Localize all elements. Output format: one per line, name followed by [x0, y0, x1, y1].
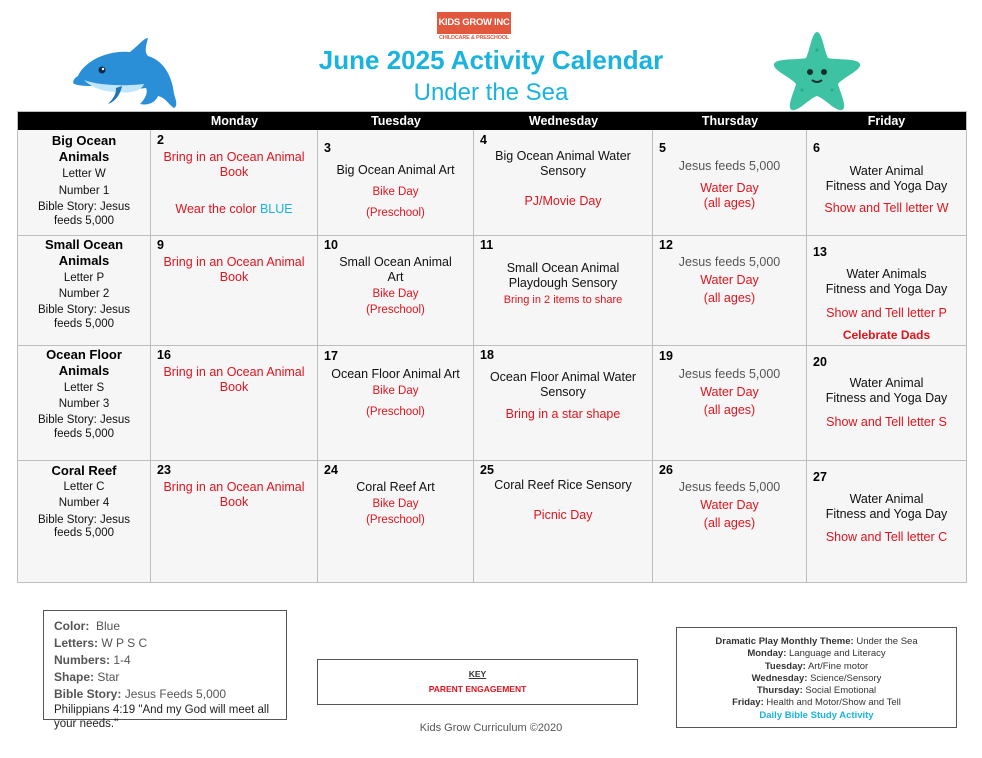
activity-text: Fitness and Yoga Day	[825, 282, 948, 296]
week-number: Number 4	[58, 497, 110, 509]
activity-text: Fitness and Yoga Day	[825, 179, 948, 193]
day-number: 24	[324, 463, 338, 477]
theme-tuesday	[677, 661, 956, 673]
color-blue-text: BLUE	[259, 202, 293, 216]
day-number: 4	[480, 133, 487, 147]
summary-color	[54, 618, 276, 635]
activity-text: Ocean Floor Animal Water	[489, 370, 637, 384]
day-number: 11	[480, 238, 494, 252]
activity-text: Sensory	[540, 164, 586, 178]
activity-text: Jesus feeds 5,000	[678, 159, 781, 173]
activity-text: Jesus feeds 5,000	[678, 255, 781, 269]
activity-text: Big Ocean Animal Art	[336, 163, 455, 177]
day-cell	[151, 130, 318, 236]
activity-text: Bring in an Ocean Animal	[163, 365, 305, 379]
day-number: 3	[324, 141, 331, 155]
day-cell	[474, 236, 653, 346]
theme-label: Tuesday:	[764, 660, 806, 672]
theme-daily-bible: Daily Bible Study Activity	[759, 709, 874, 721]
activity-text: Bike Day	[372, 186, 419, 198]
week-number: Number 3	[58, 398, 110, 410]
activity-text: Water Animal	[849, 164, 924, 178]
summary-label: Color:	[54, 619, 90, 633]
week-title: Small Ocean Animals	[44, 237, 124, 268]
key-title: KEY	[468, 669, 487, 679]
activity-text: Wear the color	[175, 202, 260, 216]
activity-text: Small Ocean Animal	[339, 255, 452, 269]
week-letter: Letter S	[63, 382, 105, 394]
summary-value: 1-4	[113, 653, 131, 667]
activity-text: Jesus feeds 5,000	[678, 367, 781, 381]
footer-copyright: Kids Grow Curriculum ©2020	[419, 722, 563, 734]
theme-value: Language and Literacy	[789, 648, 886, 660]
summary-numbers	[54, 652, 276, 669]
week-story-2: feeds 5,000	[53, 318, 115, 330]
activity-text: Water Day	[700, 385, 759, 399]
summary-verse: Philippians 4:19 "And my God will meet all your needs."	[54, 704, 270, 730]
day-number: 27	[813, 470, 827, 484]
day-cell	[807, 346, 966, 461]
activity-text: (Preschool)	[366, 207, 425, 219]
activity-text: (all ages)	[703, 403, 756, 417]
activity-text: Bike Day	[372, 288, 419, 300]
day-number: 26	[659, 463, 673, 477]
activity-text: (all ages)	[703, 291, 756, 305]
summary-label: Numbers:	[54, 653, 111, 667]
day-number: 9	[157, 238, 164, 252]
activity-text: Ocean Floor Animal Art	[331, 367, 460, 381]
activity-text: Fitness and Yoga Day	[825, 507, 948, 521]
theme-value: Social Emotional	[805, 685, 877, 697]
summary-value: W P S C	[101, 636, 148, 650]
activity-text: Show and Tell letter P	[826, 306, 947, 320]
activity-text: Small Ocean Animal	[506, 261, 620, 275]
day-cell	[151, 236, 318, 346]
activity-text: Water Animal	[849, 492, 924, 506]
activity-text: Water Animal	[849, 376, 924, 390]
activity-text: Water Day	[700, 181, 759, 195]
day-cell	[653, 236, 807, 346]
theme-monday	[677, 648, 956, 660]
activity-text: Big Ocean Animal Water	[495, 149, 631, 163]
day-number: 23	[157, 463, 171, 477]
day-cell	[653, 130, 807, 236]
day-number: 16	[157, 348, 171, 362]
activity-text: Bring in an Ocean Animal	[163, 480, 305, 494]
summary-value: Blue	[96, 619, 121, 633]
activity-text: Bike Day	[372, 385, 419, 397]
day-cell	[807, 236, 966, 346]
theme-label: Friday:	[732, 697, 764, 709]
header-friday: Friday	[807, 112, 966, 130]
activity-text: (all ages)	[703, 196, 756, 210]
day-cell	[807, 130, 966, 236]
day-number: 18	[480, 348, 494, 362]
summary-letters	[54, 635, 276, 652]
week-title: Ocean Floor Animals	[46, 347, 122, 378]
week-title: Big Ocean Animals	[51, 133, 117, 164]
activity-text: Show and Tell letter S	[826, 415, 947, 429]
week-1-info	[18, 130, 151, 236]
activity-text: Water Animals	[846, 267, 927, 281]
activity-text: Book	[219, 270, 249, 284]
theme-thursday	[677, 685, 956, 697]
activity-text: Bring in a star shape	[505, 407, 621, 421]
activity-text: Show and Tell letter W	[824, 201, 949, 215]
summary-shape	[54, 669, 276, 686]
day-number: 5	[659, 141, 666, 155]
day-cell	[151, 346, 318, 461]
logo-subtitle: CHILDCARE & PRESCHOOL	[438, 35, 510, 41]
activity-text: (Preschool)	[366, 514, 425, 526]
week-story: Bible Story: Jesus	[37, 304, 131, 316]
activity-text: Bike Day	[372, 498, 419, 510]
week-story-2: feeds 5,000	[53, 527, 115, 539]
key-parent-engagement: PARENT ENGAGEMENT	[428, 684, 527, 694]
day-cell	[474, 346, 653, 461]
activity-text: Water Day	[700, 498, 759, 512]
week-number: Number 2	[58, 288, 110, 300]
summary-label: Shape:	[54, 670, 95, 684]
key-box	[317, 659, 638, 705]
week-story-2: feeds 5,000	[53, 428, 115, 440]
header-thursday: Thursday	[653, 112, 807, 130]
day-number: 20	[813, 355, 827, 369]
day-number: 19	[659, 349, 673, 363]
day-number: 2	[157, 133, 164, 147]
activity-text: Fitness and Yoga Day	[825, 391, 948, 405]
logo-name: KIDS GROW INC	[437, 12, 511, 34]
summary-label: Letters:	[54, 636, 99, 650]
header-monday: Monday	[151, 112, 318, 130]
activity-text: Book	[219, 165, 249, 179]
day-number: 12	[659, 238, 673, 252]
week-letter: Letter W	[62, 168, 106, 180]
theme-label: Thursday:	[756, 685, 803, 697]
activity-text	[153, 202, 315, 217]
activity-text: (Preschool)	[366, 304, 425, 316]
theme-box	[676, 627, 957, 728]
week-letter: Letter P	[63, 272, 105, 284]
activity-text: PJ/Movie Day	[524, 194, 602, 208]
week-2-info	[18, 236, 151, 346]
activity-text: Celebrate Dads	[842, 328, 931, 342]
summary-label: Bible Story:	[54, 687, 122, 701]
activity-text: Water Day	[700, 273, 759, 287]
theme-label: Monday:	[747, 648, 787, 660]
day-cell	[318, 236, 474, 346]
day-cell	[653, 346, 807, 461]
kids-grow-logo	[437, 12, 511, 48]
activity-text: Coral Reef Rice Sensory	[494, 478, 632, 492]
day-cell	[318, 346, 474, 461]
theme-dramatic	[677, 636, 956, 648]
activity-text: Jesus feeds 5,000	[678, 480, 781, 494]
header-wednesday: Wednesday	[474, 112, 653, 130]
day-cell	[318, 130, 474, 236]
activity-text: Show and Tell letter C	[825, 530, 948, 544]
day-cell	[653, 461, 807, 582]
header-tuesday: Tuesday	[318, 112, 474, 130]
day-cell	[807, 461, 966, 582]
summary-story	[54, 686, 276, 703]
summary-value: Star	[97, 670, 120, 684]
day-number: 17	[324, 349, 338, 363]
day-number: 6	[813, 141, 820, 155]
theme-label: Wednesday:	[751, 672, 808, 684]
page-subtitle: Under the Sea	[413, 79, 569, 106]
activity-text: Book	[219, 495, 249, 509]
theme-value: Art/Fine motor	[807, 660, 869, 672]
theme-value: Science/Sensory	[810, 672, 882, 684]
calendar-grid	[17, 111, 967, 583]
activity-text: (all ages)	[703, 516, 756, 530]
week-3-info	[18, 346, 151, 461]
activity-text: Bring in an Ocean Animal	[163, 150, 305, 164]
day-cell	[151, 461, 318, 582]
day-number: 25	[480, 463, 494, 477]
week-letter: Letter C	[63, 481, 105, 493]
monthly-summary-box	[43, 610, 287, 730]
page-title: June 2025 Activity Calendar	[318, 45, 664, 75]
activity-text: (Preschool)	[366, 406, 425, 418]
activity-text: Bring in 2 items to share	[503, 294, 623, 306]
theme-value: Health and Motor/Show and Tell	[766, 697, 901, 709]
theme-wednesday	[677, 673, 956, 685]
week-story: Bible Story: Jesus	[37, 201, 131, 213]
day-cell	[318, 461, 474, 582]
week-title: Coral Reef	[51, 463, 117, 478]
activity-text: Bring in an Ocean Animal	[163, 255, 305, 269]
activity-text: Playdough Sensory	[508, 276, 618, 290]
week-number: Number 1	[58, 185, 110, 197]
activity-text: Sensory	[540, 385, 586, 399]
day-number: 10	[324, 238, 338, 252]
day-cell	[474, 461, 653, 582]
activity-text: Art	[387, 270, 404, 284]
header-blank	[18, 112, 151, 130]
week-story-2: feeds 5,000	[53, 215, 115, 227]
activity-text: Picnic Day	[533, 508, 593, 522]
day-number: 13	[813, 245, 827, 259]
summary-value: Jesus Feeds 5,000	[124, 687, 227, 701]
day-cell	[474, 130, 653, 236]
week-story: Bible Story: Jesus	[37, 414, 131, 426]
week-4-info	[18, 461, 151, 582]
theme-label: Dramatic Play Monthly Theme:	[715, 636, 854, 647]
activity-text: Book	[219, 380, 249, 394]
theme-value: Under the Sea	[856, 636, 918, 647]
activity-text: Coral Reef Art	[356, 480, 435, 494]
theme-friday	[677, 697, 956, 709]
week-story: Bible Story: Jesus	[37, 514, 131, 526]
